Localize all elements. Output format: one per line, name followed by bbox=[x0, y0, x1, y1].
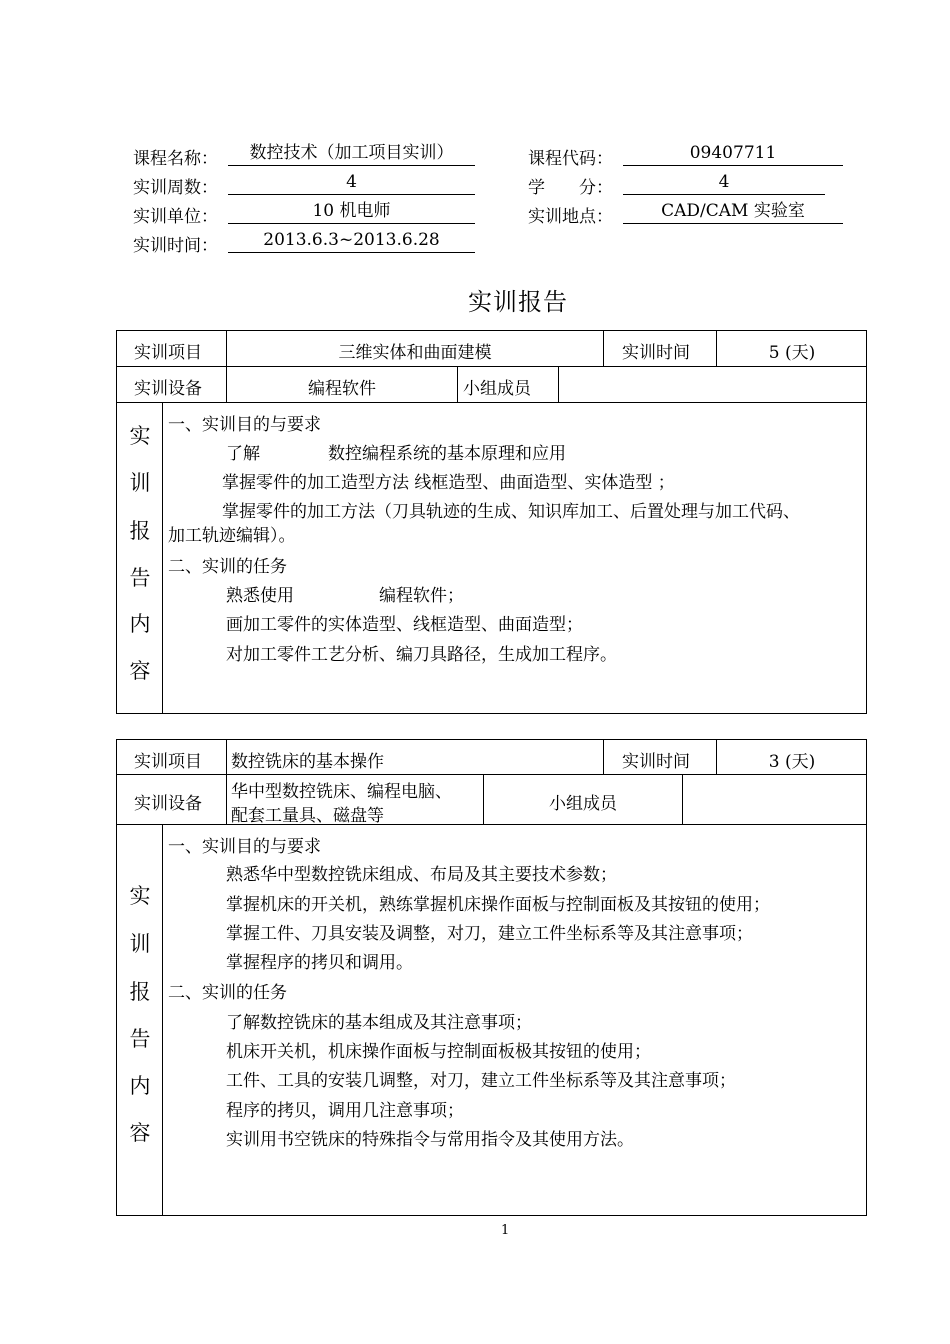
equipment-value: 编程软件 bbox=[308, 379, 376, 399]
duration-value: 3 (天) bbox=[768, 752, 816, 772]
divider bbox=[116, 774, 867, 775]
page-number: 1 bbox=[501, 1223, 510, 1238]
content-line: 实训用书空铣床的特殊指令与常用指令及其使用方法。 bbox=[226, 1130, 634, 1150]
content-line: 了解 数控编程系统的基本原理和应用 bbox=[226, 444, 566, 464]
content-line: 了解数控铣床的基本组成及其注意事项； bbox=[226, 1013, 532, 1033]
side-char: 内 bbox=[129, 612, 151, 636]
time-label: 实训时间： bbox=[133, 236, 218, 256]
project-label: 实训项目 bbox=[134, 343, 202, 363]
weeks-value: 4 bbox=[228, 172, 475, 195]
content-line: 机床开关机，机床操作面板与控制面板极其按钮的使用； bbox=[226, 1042, 651, 1062]
content-line: 画加工零件的实体造型、线框造型、曲面造型； bbox=[226, 615, 583, 635]
side-char: 报 bbox=[129, 519, 151, 543]
divider bbox=[682, 774, 683, 825]
section-heading: 二、实训的任务 bbox=[168, 557, 287, 577]
members-label: 小组成员 bbox=[549, 794, 617, 814]
equipment-value-line: 华中型数控铣床、编程电脑、 bbox=[231, 782, 452, 802]
divider bbox=[558, 366, 559, 403]
credit-label: 学 分： bbox=[528, 178, 613, 198]
side-char: 告 bbox=[129, 1027, 151, 1051]
content-line: 掌握零件的加工造型方法 线框造型、曲面造型、实体造型 ； bbox=[222, 473, 675, 493]
section-heading: 一、实训目的与要求 bbox=[168, 415, 321, 435]
divider bbox=[116, 824, 867, 825]
project-value: 三维实体和曲面建模 bbox=[338, 343, 492, 363]
content-line: 对加工零件工艺分析、编刀具路径，生成加工程序。 bbox=[226, 645, 617, 665]
report-title: 实训报告 bbox=[468, 288, 568, 316]
section-heading: 一、实训目的与要求 bbox=[168, 837, 321, 857]
side-char: 实 bbox=[129, 424, 151, 448]
divider bbox=[226, 739, 227, 825]
course-name-value: 数控技术（加工项目实训） bbox=[228, 143, 475, 166]
content-line: 掌握程序的拷贝和调用。 bbox=[226, 953, 413, 973]
side-char: 报 bbox=[129, 980, 151, 1004]
section-heading: 二、实训的任务 bbox=[168, 983, 287, 1003]
equipment-label: 实训设备 bbox=[134, 379, 202, 399]
side-char: 训 bbox=[129, 932, 151, 956]
equipment-value-line: 配套工量具、磁盘等 bbox=[231, 806, 384, 826]
project-label: 实训项目 bbox=[134, 752, 202, 772]
content-line: 掌握零件的加工方法（刀具轨迹的生成、知识库加工、后置处理与加工代码、 bbox=[222, 502, 800, 522]
side-char: 内 bbox=[129, 1074, 151, 1098]
equipment-label: 实训设备 bbox=[134, 794, 202, 814]
time-header-label: 实训时间 bbox=[622, 752, 690, 772]
content-line: 熟悉华中型数控铣床组成、布局及其主要技术参数； bbox=[226, 865, 617, 885]
side-char: 容 bbox=[129, 1121, 151, 1145]
content-line: 加工轨迹编辑）。 bbox=[168, 526, 296, 546]
side-char: 实 bbox=[129, 884, 151, 908]
divider bbox=[603, 739, 604, 775]
divider bbox=[603, 330, 604, 367]
credit-value: 4 bbox=[623, 172, 825, 195]
course-code-value: 09407711 bbox=[623, 143, 843, 166]
time-value: 2013.6.3~2013.6.28 bbox=[228, 230, 475, 253]
side-char: 告 bbox=[129, 566, 151, 590]
weeks-label: 实训周数： bbox=[133, 178, 218, 198]
side-char: 训 bbox=[129, 471, 151, 495]
content-line: 熟悉使用 编程软件； bbox=[226, 586, 464, 606]
divider bbox=[116, 366, 867, 367]
time-header-label: 实训时间 bbox=[622, 343, 690, 363]
course-code-label: 课程代码： bbox=[528, 149, 613, 169]
unit-value: 10 机电师 bbox=[228, 201, 475, 224]
content-line: 工件、工具的安装几调整，对刀，建立工件坐标系等及其注意事项； bbox=[226, 1071, 736, 1091]
location-value: CAD/CAM 实验室 bbox=[623, 201, 843, 224]
content-line: 程序的拷贝，调用几注意事项； bbox=[226, 1101, 464, 1121]
divider bbox=[457, 366, 458, 403]
members-label: 小组成员 bbox=[463, 379, 531, 399]
content-line: 掌握机床的开关机，熟练掌握机床操作面板与控制面板及其按钮的使用； bbox=[226, 895, 770, 915]
project-value: 数控铣床的基本操作 bbox=[231, 752, 384, 772]
unit-label: 实训单位： bbox=[133, 207, 218, 227]
content-line: 掌握工件、刀具安装及调整，对刀，建立工件坐标系等及其注意事项； bbox=[226, 924, 753, 944]
duration-value: 5 (天) bbox=[768, 343, 816, 363]
divider bbox=[116, 402, 867, 403]
course-name-label: 课程名称： bbox=[133, 149, 218, 169]
location-label: 实训地点： bbox=[528, 207, 613, 227]
side-char: 容 bbox=[129, 659, 151, 683]
